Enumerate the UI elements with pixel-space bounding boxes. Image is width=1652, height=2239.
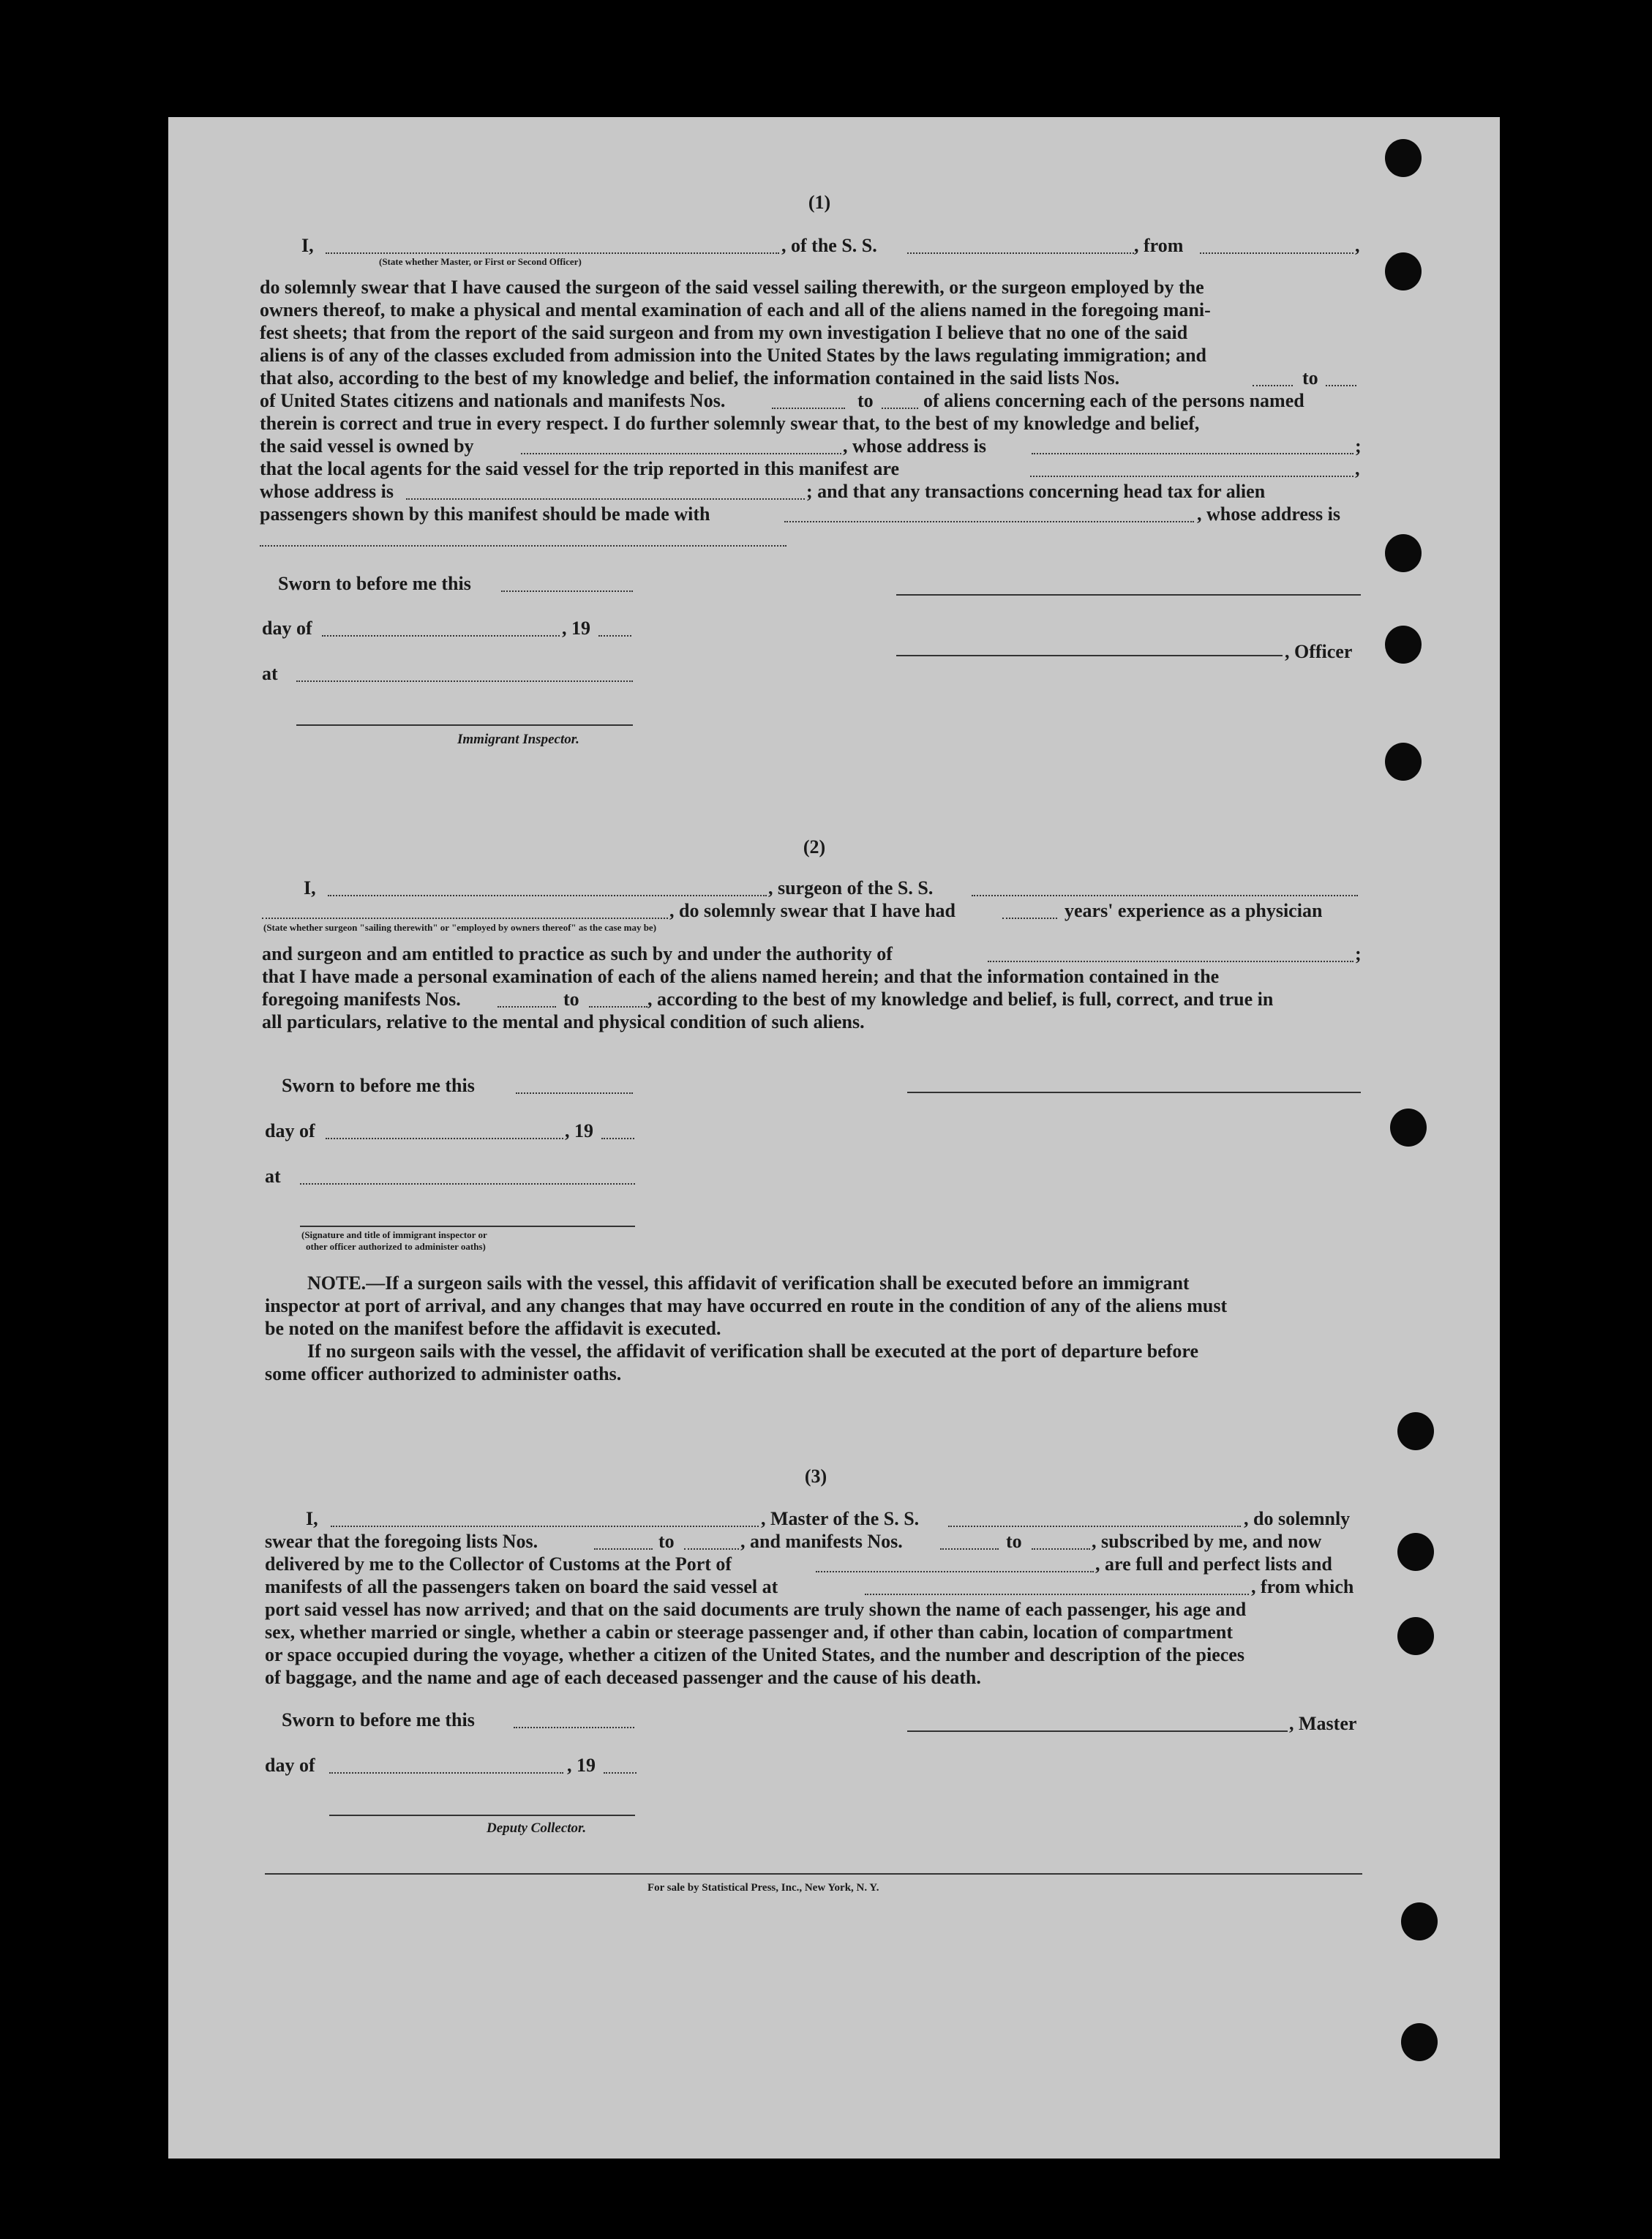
- text: to: [1006, 1531, 1022, 1552]
- vessel-name-field[interactable]: [907, 252, 1134, 254]
- section3-heading: (3): [804, 1466, 827, 1487]
- text: ,: [1355, 235, 1360, 256]
- text: , 19: [567, 1755, 596, 1776]
- text: , from: [1134, 235, 1184, 256]
- text: at: [265, 1166, 281, 1187]
- sworn-date-field[interactable]: [501, 590, 633, 592]
- owner-address-field[interactable]: [1032, 453, 1353, 454]
- collector-label: Deputy Collector.: [487, 1820, 587, 1836]
- field-note: (State whether Master, or First or Second Officer): [379, 256, 582, 267]
- day-of-field[interactable]: [326, 1138, 563, 1139]
- text: ;: [1355, 435, 1362, 457]
- note-line: some officer authorized to administer oaths.: [265, 1363, 622, 1384]
- paragraph-line: aliens is of any of the classes excluded from admission into the United States by the laws regulating immigration; and: [260, 345, 1207, 366]
- lists-to-field[interactable]: [684, 1548, 739, 1550]
- manifests-from-field[interactable]: [772, 408, 845, 409]
- text: , Master: [1289, 1713, 1357, 1734]
- text: , whose address is: [1197, 503, 1341, 525]
- punch-hole: [1385, 252, 1422, 290]
- punch-hole: [1385, 743, 1422, 781]
- paragraph-line: do solemnly swear that I have caused the surgeon of the said vessel sailing therewith, or the surgeon employed by the: [260, 277, 1204, 298]
- field-note: (State whether surgeon "sailing therewith" or "employed by owners thereof" as the case may be): [263, 922, 657, 933]
- surgeon-name-field[interactable]: [328, 895, 767, 896]
- paragraph-line: that also, according to the best of my knowledge and belief, the information contained in the said lists Nos.: [260, 367, 1120, 389]
- text: the said vessel is owned by: [260, 435, 474, 457]
- punch-hole: [1385, 626, 1422, 664]
- lists-from-field[interactable]: [594, 1548, 653, 1550]
- text: , surgeon of the S. S.: [768, 877, 934, 899]
- from-port-field[interactable]: [1200, 252, 1353, 254]
- note-line: inspector at port of arrival, and any changes that may have occurred en route in the condition of any of the aliens must: [265, 1295, 1228, 1316]
- punch-hole: [1401, 1902, 1438, 1940]
- text: ;: [1355, 943, 1362, 964]
- punch-hole: [1397, 1617, 1434, 1655]
- text: , according to the best of my knowledge and belief, is full, correct, and true in: [647, 989, 1274, 1010]
- text: of aliens concerning each of the persons named: [923, 390, 1304, 411]
- text: years' experience as a physician: [1065, 900, 1323, 921]
- text: at: [262, 663, 278, 684]
- master-signature-line[interactable]: [907, 1730, 1288, 1732]
- note-label: NOTE.: [307, 1272, 367, 1294]
- sworn-date-field[interactable]: [514, 1727, 634, 1728]
- paragraph-line: that I have made a personal examination of each of the aliens named herein; and that the information contained in the: [262, 966, 1220, 987]
- year-field[interactable]: [604, 1772, 637, 1774]
- text: I,: [304, 877, 316, 899]
- text: I,: [306, 1508, 318, 1529]
- officer-signature-line[interactable]: [896, 655, 1283, 656]
- surgeon-status-field[interactable]: [262, 918, 668, 919]
- note-line: be noted on the manifest before the affidavit is executed.: [265, 1318, 721, 1339]
- year-field[interactable]: [598, 635, 631, 637]
- at-field[interactable]: [300, 1183, 635, 1185]
- paragraph-line: port said vessel has now arrived; and that on the said documents are truly shown the name of each passenger, his age and: [265, 1599, 1247, 1620]
- footer-rule: [265, 1873, 1362, 1875]
- section1-heading: (1): [808, 192, 831, 213]
- note-line: NOTE.—If a surgeon sails with the vessel, this affidavit of verification shall be executed before an immigrant: [307, 1272, 1190, 1294]
- surgeon-signature-line[interactable]: [907, 1092, 1361, 1093]
- text: to: [658, 1531, 675, 1552]
- text: , of the S. S.: [781, 235, 877, 256]
- section2-heading: (2): [803, 836, 826, 858]
- sworn-date-field[interactable]: [516, 1092, 633, 1094]
- head-tax-contact-field[interactable]: [784, 521, 1194, 522]
- paragraph-line: sex, whether married or single, whether a cabin or steerage passenger and, if other than cabin, location of compartment: [265, 1621, 1233, 1643]
- vessel-name-field[interactable]: [948, 1526, 1241, 1527]
- manifests-from-field[interactable]: [498, 1006, 556, 1008]
- years-experience-field[interactable]: [1002, 918, 1057, 919]
- signature-line[interactable]: [896, 594, 1361, 596]
- text: day of: [262, 618, 312, 639]
- text: that the local agents for the said vessel for the trip reported in this manifest are: [260, 458, 900, 479]
- paragraph-line: fest sheets; that from the report of the said surgeon and from my own investigation I believe that no one of the said: [260, 322, 1188, 343]
- year-field[interactable]: [601, 1138, 634, 1139]
- text: Sworn to before me this: [282, 1075, 475, 1096]
- text: delivered by me to the Collector of Customs at the Port of: [265, 1553, 732, 1575]
- text: to: [857, 390, 874, 411]
- text: foregoing manifests Nos.: [262, 989, 461, 1010]
- text: , whose address is: [843, 435, 987, 457]
- owner-field[interactable]: [521, 453, 841, 454]
- punch-hole: [1385, 139, 1422, 177]
- text: , Master of the S. S.: [761, 1508, 920, 1529]
- note-line: If no surgeon sails with the vessel, the affidavit of verification shall be executed at the port of departure before: [307, 1340, 1199, 1362]
- paragraph-line: all particulars, relative to the mental and physical condition of such aliens.: [262, 1011, 865, 1032]
- text: , from which: [1251, 1576, 1354, 1597]
- text: manifests of all the passengers taken on board the said vessel at: [265, 1576, 778, 1597]
- master-officer-field[interactable]: [326, 252, 779, 254]
- authority-field[interactable]: [988, 961, 1353, 962]
- lists-to-field[interactable]: [1326, 385, 1356, 386]
- day-of-field[interactable]: [329, 1772, 563, 1774]
- text: swear that the foregoing lists Nos.: [265, 1531, 538, 1552]
- text: to: [563, 989, 579, 1010]
- text: , do solemnly swear that I have had: [669, 900, 956, 921]
- punch-hole: [1385, 534, 1422, 572]
- collector-signature-line[interactable]: [329, 1815, 635, 1816]
- punch-hole: [1397, 1533, 1434, 1571]
- text: and surgeon and am entitled to practice as such by and under the authority of: [262, 943, 893, 964]
- manifests-to-field[interactable]: [1032, 1548, 1090, 1550]
- manifests-from-field[interactable]: [940, 1548, 999, 1550]
- departure-port-field[interactable]: [865, 1594, 1249, 1595]
- head-tax-address-field[interactable]: [260, 545, 786, 547]
- text: day of: [265, 1755, 315, 1776]
- text: , 19: [562, 618, 590, 639]
- lists-from-field[interactable]: [1253, 385, 1293, 386]
- text: ; and that any transactions concerning head tax for alien: [806, 481, 1266, 502]
- inspector-label: Immigrant Inspector.: [457, 732, 579, 747]
- text: Sworn to before me this: [282, 1709, 475, 1730]
- punch-hole: [1397, 1412, 1434, 1450]
- paragraph-line: therein is correct and true in every respect. I do further solemnly swear that, to the best of my knowledge and belief,: [260, 413, 1200, 434]
- paragraph-line: of baggage, and the name and age of each deceased passenger and the cause of his death.: [265, 1667, 981, 1688]
- text: I,: [301, 235, 314, 256]
- inspector-signature-line[interactable]: [296, 724, 633, 726]
- text: day of: [265, 1120, 315, 1141]
- port-field[interactable]: [816, 1571, 1094, 1572]
- local-agents-field[interactable]: [1030, 476, 1353, 477]
- inspector-signature-line[interactable]: [300, 1226, 635, 1227]
- manifests-to-field[interactable]: [589, 1006, 647, 1008]
- text: to: [1302, 367, 1318, 389]
- paragraph-line: owners thereof, to make a physical and mental examination of each and all of the aliens named in the foregoing mani-: [260, 299, 1211, 320]
- footer-imprint: For sale by Statistical Press, Inc., New York, N. Y.: [647, 1882, 879, 1894]
- text: , subscribed by me, and now: [1092, 1531, 1322, 1552]
- text: , and manifests Nos.: [740, 1531, 903, 1552]
- signature-note: other officer authorized to administer oaths): [306, 1241, 486, 1252]
- paragraph-line: of United States citizens and nationals and manifests Nos.: [260, 390, 726, 411]
- signature-note: (Signature and title of immigrant inspector or: [301, 1229, 487, 1240]
- text: passengers shown by this manifest should be made with: [260, 503, 710, 525]
- text: ,: [1355, 458, 1360, 479]
- master-name-field[interactable]: [331, 1526, 759, 1527]
- text: whose address is: [260, 481, 394, 502]
- text: , 19: [565, 1120, 593, 1141]
- punch-hole: [1401, 2023, 1438, 2061]
- text: Sworn to before me this: [278, 573, 471, 594]
- text: , Officer: [1285, 641, 1353, 662]
- at-field[interactable]: [296, 680, 633, 682]
- punch-hole: [1390, 1109, 1427, 1147]
- manifests-to-field[interactable]: [882, 408, 918, 409]
- paragraph-line: or space occupied during the voyage, whether a citizen of the United States, and the number and description of the pieces: [265, 1644, 1244, 1665]
- text: , are full and perfect lists and: [1095, 1553, 1332, 1575]
- agents-address-field[interactable]: [406, 498, 805, 500]
- day-of-field[interactable]: [322, 635, 560, 637]
- text: , do solemnly: [1244, 1508, 1351, 1529]
- vessel-name-field[interactable]: [972, 895, 1358, 896]
